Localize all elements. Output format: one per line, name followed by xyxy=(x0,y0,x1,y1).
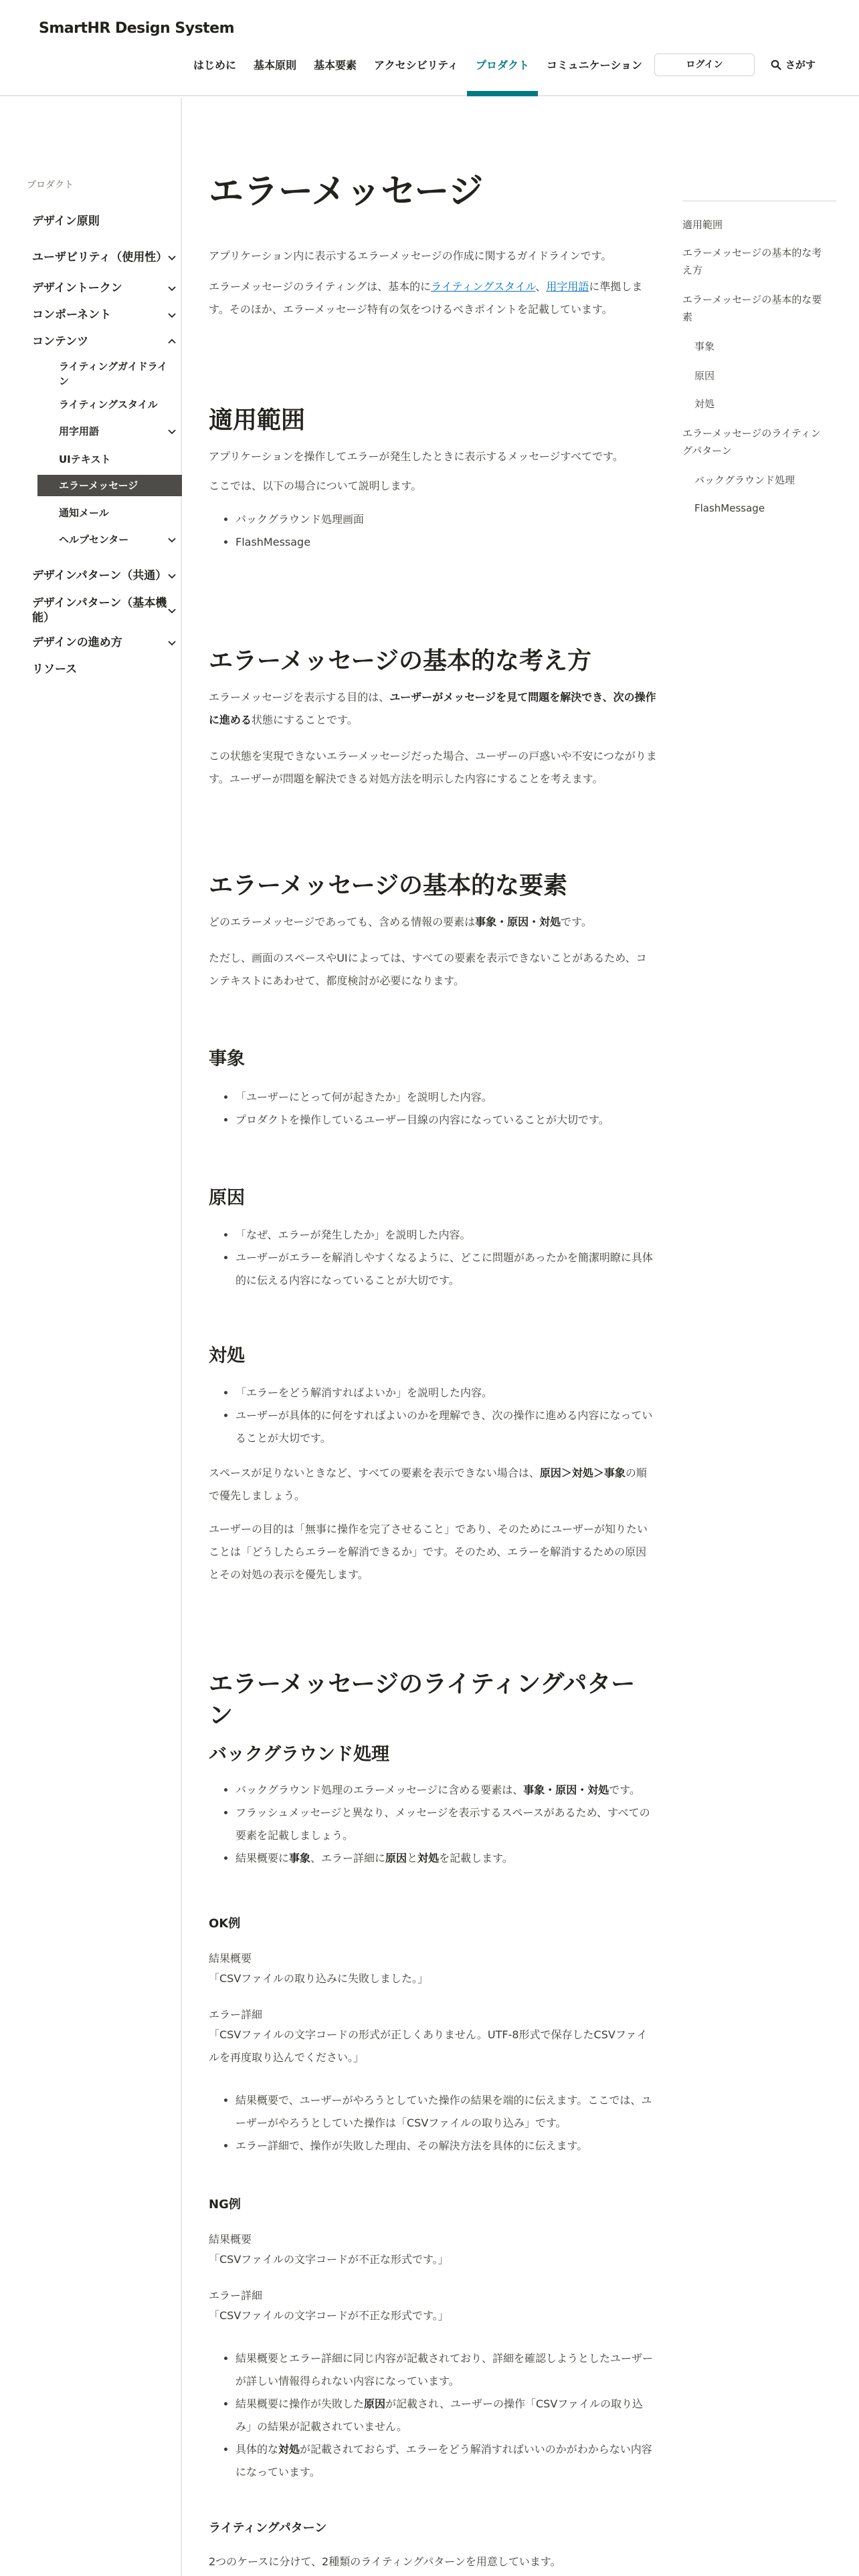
sidebar-item-label: デザインパターン（基本機能） xyxy=(32,597,167,625)
table-of-contents xyxy=(682,201,836,522)
search-button[interactable] xyxy=(771,53,816,76)
list-item: • 結果概要とエラー詳細に同じ内容が記載されており、詳細を確認しようとしたユーザーが詳しい情報得られない内容になっています。 xyxy=(235,2347,657,2393)
chevron-down-icon[interactable] xyxy=(167,638,177,647)
ng-summary: 「CSVファイルの文字コードが不正な形式です。」 xyxy=(209,2253,449,2266)
sidebar-item-label: デザイン原則 xyxy=(32,215,100,228)
list-item: • ユーザーが具体的に何をすればよいのかを理解でき、次の操作に進める内容になっていることが大切です。 xyxy=(235,1404,657,1450)
nav-item-communication[interactable]: コミュニケーション xyxy=(546,59,643,72)
elements-paragraph-2: ただし、画面のスペースやUIによっては、すべての要素を表示できないことがあるため、コンテキストにあわせて、都度検討が必要になります。 xyxy=(209,952,647,987)
section-title-patterns: エラーメッセージのライティングパターン xyxy=(209,1671,636,1729)
toc-item[interactable]: 対処 xyxy=(694,398,715,410)
subsection-title-background: バックグラウンド処理 xyxy=(209,1744,389,1765)
ok-detail-label: エラー詳細 xyxy=(209,2008,263,2021)
global-nav xyxy=(185,53,651,96)
chevron-down-icon[interactable] xyxy=(167,571,177,580)
chevron-down-icon[interactable] xyxy=(167,284,177,293)
sidebar-item-label: 通知メール xyxy=(59,507,109,519)
sidebar-item-label: ユーザビリティ（使用性） xyxy=(32,251,168,264)
chevron-down-icon[interactable] xyxy=(167,253,177,262)
site-logo[interactable]: SmartHR Design System xyxy=(39,20,235,37)
list-item: • 具体的な対処が記載されておらず、エラーをどう解消すればいいのかがわからない内容になっています。 xyxy=(235,2438,657,2484)
ng-detail-label: エラー詳細 xyxy=(209,2289,263,2302)
list-item: • プロダクトを操作しているユーザー目線の内容になっていることが大切です。 xyxy=(235,1109,657,1132)
list-item: • 「エラーをどう解消すればよいか」を説明した内容。 xyxy=(235,1382,657,1404)
subsection-title-cause: 原因 xyxy=(209,1188,245,1208)
toc-item[interactable]: エラーメッセージの基本的な要素 xyxy=(682,294,822,323)
sidebar-item[interactable] xyxy=(27,277,182,300)
event-list xyxy=(209,1086,657,1132)
ng-detail: 「CSVファイルの文字コードが不正な形式です。」 xyxy=(209,2309,449,2322)
toc-item[interactable]: エラーメッセージのライティングパターン xyxy=(682,427,821,457)
sidebar-item[interactable] xyxy=(27,559,182,593)
nav-item-principles[interactable]: 基本原則 xyxy=(254,59,297,72)
sidebar xyxy=(0,98,182,2576)
chevron-up-icon[interactable] xyxy=(167,337,177,346)
sidebar-section-title: プロダクト xyxy=(27,180,74,191)
ng-summary-label: 結果概要 xyxy=(209,2233,252,2246)
scope-paragraph-2: ここでは、以下の場合について説明します。 xyxy=(209,479,422,492)
list-item: • バックグラウンド処理のエラーメッセージに含める要素は、事象・原因・対処です。 xyxy=(235,1779,657,1802)
search-icon xyxy=(771,60,781,70)
site-header xyxy=(0,0,859,96)
sidebar-item-label: ヘルプセンター xyxy=(59,534,129,546)
sidebar-item[interactable] xyxy=(27,210,182,233)
list-item: • FlashMessage xyxy=(235,531,657,554)
list-item: • 結果概要に事象、エラー詳細に原因と対処を記載します。 xyxy=(235,1847,657,1870)
sidebar-item[interactable] xyxy=(27,330,182,353)
nav-item-accessibility[interactable]: アクセシビリティ xyxy=(374,59,458,72)
chevron-down-icon[interactable] xyxy=(167,310,177,320)
link-terms[interactable]: 用字用語 xyxy=(546,280,589,293)
priority-paragraph: スペースが足りないときなど、すべての要素を表示できない場合は、原因＞対処＞事象の順で優先しましょう。 xyxy=(209,1467,647,1502)
sidebar-item[interactable] xyxy=(27,631,182,654)
sidebar-item[interactable] xyxy=(37,475,182,496)
list-item: • エラー詳細で、操作が失敗した理由、その解決方法を具体的に伝えます。 xyxy=(235,2135,657,2157)
list-item: • 「ユーザーにとって何が起きたか」を説明した内容。 xyxy=(235,1086,657,1109)
sidebar-item-label: コンポーネント xyxy=(32,308,112,322)
list-item: • 結果概要に操作が失敗した原因が記載され、ユーザーの操作「CSVファイルの取り込み」の結果が記載されていません。 xyxy=(235,2393,657,2438)
sidebar-item-label: コンテンツ xyxy=(32,335,89,348)
writing-pattern-paragraph: 2つのケースに分けて、2種類のライティングパターンを用意しています。 xyxy=(209,2555,561,2568)
search-label: さがす xyxy=(785,59,816,71)
action-list xyxy=(209,1382,657,1450)
list-item: • ユーザーがエラーを解消しやすくなるように、どこに問題があったかを簡潔明瞭に具体的に伝える内容になっていることが大切です。 xyxy=(235,1247,657,1292)
ok-example-title: OK例 xyxy=(209,1917,241,1931)
sidebar-item[interactable] xyxy=(27,239,182,276)
elements-paragraph: どのエラーメッセージであっても、含める情報の要素は事象・原因・対処です。 xyxy=(209,916,592,928)
sidebar-item-label: ライティングガイドライン xyxy=(59,360,168,387)
toc-item[interactable]: 事象 xyxy=(694,340,715,352)
subsection-title-action: 対処 xyxy=(209,1346,245,1366)
writing-pattern-title: ライティングパターン xyxy=(209,2521,327,2535)
concept-paragraph-2: この状態を実現できないエラーメッセージだった場合、ユーザーの戸惑いや不安につながります。ユーザーが問題を解決できる対処方法を明示した内容にすることを考えます。 xyxy=(209,750,657,785)
page-title: エラーメッセージ xyxy=(209,172,484,212)
ok-summary-label: 結果概要 xyxy=(209,1952,252,1965)
sidebar-item[interactable] xyxy=(37,528,182,551)
intro-paragraph: アプリケーション内に表示するエラーメッセージの作成に関するガイドラインです。 xyxy=(209,249,612,262)
login-button[interactable]: ログイン xyxy=(654,53,755,76)
sidebar-item-label: デザインパターン（共通） xyxy=(32,569,167,582)
sidebar-item[interactable] xyxy=(37,502,182,524)
sidebar-item[interactable] xyxy=(37,420,182,443)
list-item: • 「なぜ、エラーが発生したか」を説明した内容。 xyxy=(235,1224,657,1247)
toc-item[interactable]: 適用範囲 xyxy=(682,219,723,231)
intro-paragraph-2: エラーメッセージのライティングは、基本的にライティングスタイル、用字用語に準拠します。そのほか、エラーメッセージ特有の気をつけるべきポイントを記載しています。 xyxy=(209,280,643,316)
chevron-down-icon[interactable] xyxy=(167,427,177,436)
background-list xyxy=(209,1779,657,1870)
ng-list xyxy=(209,2347,657,2484)
toc-item[interactable]: FlashMessage xyxy=(694,502,765,514)
link-writing-style[interactable]: ライティングスタイル xyxy=(431,280,536,293)
chevron-down-icon[interactable] xyxy=(167,535,177,544)
ok-detail: 「CSVファイルの文字コードの形式が正しくありません。UTF-8形式で保存したCSVファイルを再度取り込んでください。」 xyxy=(209,2028,648,2064)
toc-item[interactable]: 原因 xyxy=(694,370,715,382)
chevron-down-icon[interactable] xyxy=(167,606,177,615)
section-title-elements: エラーメッセージの基本的な要素 xyxy=(209,872,568,899)
scope-list xyxy=(209,508,657,554)
sidebar-item-label: デザイントークン xyxy=(32,282,122,295)
toc-item[interactable]: エラーメッセージの基本的な考え方 xyxy=(682,247,822,276)
sidebar-item-label: 用字用語 xyxy=(59,425,100,437)
list-item: • バックグラウンド処理画面 xyxy=(235,508,657,531)
scope-paragraph: アプリケーションを操作してエラーが発生したときに表示するメッセージすべてです。 xyxy=(209,450,624,463)
ng-example-title: NG例 xyxy=(209,2197,241,2212)
sidebar-item[interactable] xyxy=(37,393,182,416)
goal-paragraph: ユーザーの目的は「無事に操作を完了させること」であり、そのためにユーザーが知りたいことは「どうしたらエラーを解消できるか」です。そのため、エラーを解消するための原因とその対処の表示を優先します。 xyxy=(209,1523,648,1581)
sidebar-item-label: デザインの進め方 xyxy=(32,636,122,649)
section-title-concept: エラーメッセージの基本的な考え方 xyxy=(209,647,592,675)
subsection-title-event: 事象 xyxy=(209,1049,245,1069)
nav-item-basics[interactable]: 基本要素 xyxy=(314,59,357,72)
sidebar-item-label: ライティングスタイル xyxy=(59,399,158,411)
sidebar-item[interactable] xyxy=(37,358,182,389)
sidebar-item[interactable] xyxy=(27,658,182,681)
nav-item-product[interactable]: プロダクト xyxy=(467,53,538,96)
sidebar-item-label: リソース xyxy=(32,663,78,676)
ok-summary: 「CSVファイルの取り込みに失敗しました。」 xyxy=(209,1972,428,1985)
list-item: • 結果概要で、ユーザーがやろうとしていた操作の結果を端的に伝えます。ここでは、ユーザーがやろうとしていた操作は「CSVファイルの取り込み」です。 xyxy=(235,2089,657,2135)
sidebar-item[interactable] xyxy=(37,448,182,471)
toc-item[interactable]: バックグラウンド処理 xyxy=(694,474,795,486)
sidebar-item-label: エラーメッセージ xyxy=(59,479,138,492)
ok-list xyxy=(209,2089,657,2157)
sidebar-item[interactable] xyxy=(27,594,182,627)
cause-list xyxy=(209,1224,657,1292)
nav-item-intro[interactable]: はじめに xyxy=(193,59,237,72)
section-title-scope: 適用範囲 xyxy=(209,407,306,434)
list-item: • フラッシュメッセージと異なり、メッセージを表示するスペースがあるため、すべての要素を記載しましょう。 xyxy=(235,1802,657,1847)
sidebar-item[interactable] xyxy=(27,304,182,326)
sidebar-item-label: UIテキスト xyxy=(59,453,111,465)
concept-paragraph: エラーメッセージを表示する目的は、ユーザーがメッセージを見て問題を解決でき、次の操作に進める状態にすることです。 xyxy=(209,691,656,726)
